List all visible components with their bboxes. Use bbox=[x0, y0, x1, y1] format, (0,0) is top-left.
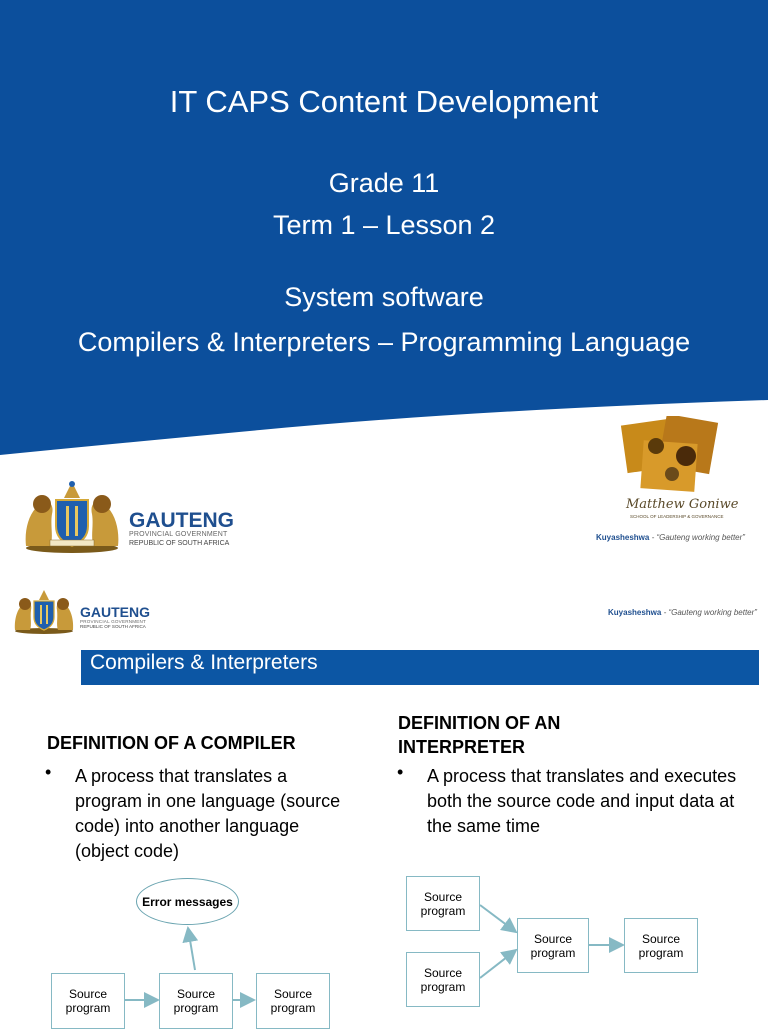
gauteng-logo-line1: PROVINCIAL GOVERNMENT bbox=[80, 619, 147, 624]
term-lesson-label: Term 1 – Lesson 2 bbox=[272, 210, 496, 240]
school-logo-icon bbox=[612, 416, 738, 522]
topic-label: System software bbox=[284, 282, 484, 312]
interpreter-output-box: Source program bbox=[624, 918, 698, 973]
compiler-source-box-1: Source program bbox=[51, 973, 125, 1029]
compiler-definition: A process that translates a program in one language (source code) into another language (object code) bbox=[75, 766, 341, 861]
bullet-dot: • bbox=[397, 762, 404, 782]
subtopic-label: Compilers & Interpreters – Programming Language bbox=[77, 327, 691, 357]
tagline: Kuyasheshwa - “Gauteng working better” bbox=[608, 608, 757, 617]
slide-title: IT CAPS Content Development bbox=[169, 84, 599, 119]
interpreter-heading: DEFINITION OF AN INTERPRETER bbox=[398, 713, 561, 757]
bullet-dot: • bbox=[45, 762, 52, 782]
compiler-source-box-2: Source program bbox=[159, 973, 233, 1029]
interpreter-input-box-2: Source program bbox=[406, 952, 480, 1007]
svg-text:Matthew Goniwe: Matthew Goniwe bbox=[626, 497, 738, 512]
gauteng-logo-line2: REPUBLIC OF SOUTH AFRICA bbox=[80, 624, 146, 629]
tagline: Kuyasheshwa - “Gauteng working better” bbox=[596, 533, 745, 542]
error-messages-node: Error messages bbox=[136, 878, 239, 925]
gauteng-logo-name: GAUTENG bbox=[129, 509, 234, 532]
interpreter-definition: A process that translates and executes both the source code and input data at the same time bbox=[427, 766, 737, 836]
coat-of-arms-icon bbox=[20, 478, 124, 554]
section-title: Compilers & Interpreters bbox=[90, 651, 318, 674]
compiler-heading: DEFINITION OF A COMPILER bbox=[47, 733, 296, 753]
gauteng-logo-line2: REPUBLIC OF SOUTH AFRICA bbox=[129, 540, 230, 547]
compiler-source-box-3: Source program bbox=[256, 973, 330, 1029]
interpreter-middle-box: Source program bbox=[517, 918, 589, 973]
gauteng-logo-name: GAUTENG bbox=[80, 604, 150, 620]
content-slide bbox=[0, 578, 768, 1024]
gauteng-logo-line1: PROVINCIAL GOVERNMENT bbox=[129, 531, 228, 538]
svg-text:SCHOOL OF LEADERSHIP & GOVERNA: SCHOOL OF LEADERSHIP & GOVERNANCE bbox=[630, 514, 724, 519]
grade-label: Grade 11 bbox=[328, 168, 440, 198]
interpreter-input-box-1: Source program bbox=[406, 876, 480, 931]
